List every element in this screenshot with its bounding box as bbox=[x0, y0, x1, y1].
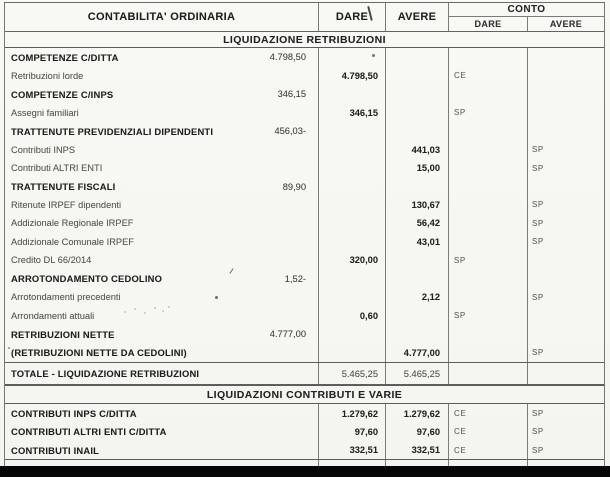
description-cell bbox=[5, 251, 319, 269]
row-label: CONTRIBUTI INAIL bbox=[11, 444, 100, 456]
description-cell bbox=[5, 363, 319, 385]
conto-avere-cell bbox=[528, 48, 604, 66]
dare-cell bbox=[319, 344, 386, 362]
conto-avere-code: SP bbox=[532, 348, 544, 358]
conto-avere-cell bbox=[528, 233, 604, 251]
row-label: TRATTENUTE FISCALI bbox=[11, 181, 116, 193]
avere-cell bbox=[386, 159, 449, 177]
conto-avere-cell bbox=[528, 122, 604, 140]
dare-cell bbox=[319, 159, 386, 177]
description-amount: 4.777,00 bbox=[269, 329, 306, 340]
dare-cell bbox=[319, 85, 386, 103]
table-row bbox=[5, 325, 604, 343]
conto-dare-cell bbox=[449, 177, 528, 195]
conto-dare-code: SP bbox=[454, 108, 466, 118]
conto-avere-cell bbox=[528, 344, 604, 362]
dare-cell bbox=[319, 251, 386, 269]
row-label: Addizionale Comunale IRPEF bbox=[11, 236, 134, 247]
conto-dare-cell bbox=[449, 159, 528, 177]
dare-cell bbox=[319, 325, 386, 343]
conto-dare-cell bbox=[449, 251, 528, 269]
description-cell bbox=[5, 159, 319, 177]
description-amount: 4.798,50 bbox=[269, 52, 306, 63]
conto-avere-cell bbox=[528, 85, 604, 103]
avere-amount: 130,67 bbox=[411, 199, 440, 210]
table-row bbox=[5, 66, 604, 84]
description-cell bbox=[5, 233, 319, 251]
row-label: RETRIBUZIONI NETTE bbox=[11, 328, 115, 340]
description-cell bbox=[5, 177, 319, 195]
scan-artifact-dot bbox=[8, 347, 10, 349]
dare-amount: 332,51 bbox=[349, 445, 378, 456]
table-row bbox=[5, 140, 604, 158]
table-row bbox=[5, 85, 604, 103]
conto-dare-cell bbox=[449, 325, 528, 343]
total-row bbox=[5, 362, 604, 386]
row-label: Contributi INPS bbox=[11, 144, 76, 155]
dare-amount: 97,60 bbox=[354, 426, 378, 437]
row-label: Assegni familiari bbox=[11, 107, 79, 118]
row-label: CONTRIBUTI INPS C/DITTA bbox=[11, 408, 137, 420]
conto-avere-cell bbox=[528, 140, 604, 158]
avere-amount: 441,03 bbox=[411, 144, 440, 155]
section-title: LIQUIDAZIONE RETRIBUZIONI bbox=[5, 32, 604, 48]
conto-avere-cell bbox=[528, 441, 604, 459]
table-row bbox=[5, 214, 604, 232]
column-subheader-conto-dare: DARE bbox=[449, 17, 528, 31]
dare-cell bbox=[319, 103, 386, 121]
avere-cell bbox=[386, 423, 449, 441]
row-label: Contributi ALTRI ENTI bbox=[11, 163, 103, 174]
dare-cell bbox=[319, 196, 386, 214]
conto-dare-cell bbox=[449, 103, 528, 121]
dare-cell bbox=[319, 307, 386, 325]
table-row bbox=[5, 103, 604, 121]
scan-artifact-speck bbox=[372, 54, 375, 57]
conto-dare-cell bbox=[449, 270, 528, 288]
table-row bbox=[5, 196, 604, 214]
redaction-bar bbox=[0, 466, 610, 477]
description-cell bbox=[5, 325, 319, 343]
row-label: TOTALE - LIQUIDAZIONE RETRIBUZIONI bbox=[11, 368, 200, 380]
conto-avere-code: SP bbox=[532, 163, 544, 173]
avere-cell bbox=[386, 233, 449, 251]
dare-amount: 5.465,25 bbox=[341, 368, 378, 379]
row-label: Arrondamenti attuali bbox=[11, 310, 95, 321]
row-label: Ritenute IRPEF dipendenti bbox=[11, 199, 122, 210]
description-cell bbox=[5, 103, 319, 121]
row-label: COMPETENZE C/INPS bbox=[11, 88, 114, 100]
dare-amount: 4.798,50 bbox=[341, 70, 378, 81]
avere-cell bbox=[386, 363, 449, 385]
conto-avere-code: SP bbox=[532, 218, 544, 228]
dare-cell bbox=[319, 233, 386, 251]
description-cell bbox=[5, 66, 319, 84]
description-cell bbox=[5, 196, 319, 214]
conto-avere-cell bbox=[528, 404, 604, 422]
scan-artifact-dot bbox=[215, 296, 218, 299]
avere-amount: 332,51 bbox=[411, 445, 440, 456]
row-label: Arrotondamenti precedenti bbox=[11, 292, 121, 303]
avere-cell bbox=[386, 325, 449, 343]
column-header-avere: AVERE bbox=[386, 3, 449, 31]
table-row bbox=[5, 404, 604, 422]
table-row bbox=[5, 48, 604, 66]
conto-dare-cell bbox=[449, 344, 528, 362]
avere-cell bbox=[386, 288, 449, 306]
conto-avere-cell bbox=[528, 103, 604, 121]
avere-cell bbox=[386, 307, 449, 325]
column-header-contabilita-ordinaria: CONTABILITA' ORDINARIA bbox=[5, 3, 319, 31]
conto-dare-code: SP bbox=[454, 255, 466, 265]
description-cell bbox=[5, 441, 319, 459]
avere-cell bbox=[386, 103, 449, 121]
conto-dare-code: CE bbox=[454, 445, 467, 455]
table-header bbox=[5, 3, 604, 32]
dare-cell bbox=[319, 177, 386, 195]
conto-dare-cell bbox=[449, 423, 528, 441]
conto-avere-cell bbox=[528, 214, 604, 232]
description-cell bbox=[5, 270, 319, 288]
description-cell bbox=[5, 122, 319, 140]
table-row bbox=[5, 233, 604, 251]
row-label: (RETRIBUZIONI NETTE DA CEDOLINI) bbox=[11, 347, 187, 359]
description-amount: 89,90 bbox=[282, 181, 306, 192]
dare-cell bbox=[319, 48, 386, 66]
column-header-conto: CONTO bbox=[449, 3, 604, 17]
avere-amount: 2,12 bbox=[421, 292, 440, 303]
dare-cell bbox=[319, 423, 386, 441]
dare-cell bbox=[319, 66, 386, 84]
conto-avere-cell bbox=[528, 423, 604, 441]
conto-avere-code: SP bbox=[532, 237, 544, 247]
avere-amount: 1.279,62 bbox=[403, 408, 440, 419]
description-cell bbox=[5, 344, 319, 362]
description-cell bbox=[5, 214, 319, 232]
table-row bbox=[5, 159, 604, 177]
dare-cell bbox=[319, 140, 386, 158]
description-amount: 456,03- bbox=[274, 126, 306, 137]
accounting-table bbox=[4, 2, 605, 477]
avere-cell bbox=[386, 66, 449, 84]
avere-amount: 15,00 bbox=[416, 163, 440, 174]
avere-amount: 4.777,00 bbox=[403, 347, 440, 358]
table-row bbox=[5, 270, 604, 288]
dare-cell bbox=[319, 363, 386, 385]
section-title: LIQUIDAZIONI CONTRIBUTI E VARIE bbox=[5, 385, 604, 404]
description-cell bbox=[5, 140, 319, 158]
description-cell bbox=[5, 423, 319, 441]
conto-avere-cell bbox=[528, 177, 604, 195]
table-row bbox=[5, 423, 604, 441]
table-row bbox=[5, 251, 604, 269]
dare-cell bbox=[319, 441, 386, 459]
table-row bbox=[5, 344, 604, 362]
conto-dare-code: SP bbox=[454, 311, 466, 321]
description-cell bbox=[5, 48, 319, 66]
conto-dare-cell bbox=[449, 404, 528, 422]
conto-avere-code: SP bbox=[532, 145, 544, 155]
conto-dare-cell bbox=[449, 363, 528, 385]
dare-amount: 0,60 bbox=[359, 310, 378, 321]
conto-avere-cell bbox=[528, 270, 604, 288]
conto-avere-code: SP bbox=[532, 200, 544, 210]
dare-cell bbox=[319, 122, 386, 140]
conto-avere-code: SP bbox=[532, 427, 544, 437]
dare-amount: 346,15 bbox=[349, 107, 378, 118]
avere-cell bbox=[386, 122, 449, 140]
conto-dare-cell bbox=[449, 140, 528, 158]
conto-dare-cell bbox=[449, 441, 528, 459]
conto-dare-code: CE bbox=[454, 427, 467, 437]
conto-avere-cell bbox=[528, 325, 604, 343]
description-cell bbox=[5, 288, 319, 306]
avere-cell bbox=[386, 214, 449, 232]
conto-dare-cell bbox=[449, 214, 528, 232]
dare-cell bbox=[319, 270, 386, 288]
dare-amount: 1.279,62 bbox=[341, 408, 378, 419]
table-row bbox=[5, 307, 604, 325]
conto-dare-cell bbox=[449, 66, 528, 84]
conto-avere-code: SP bbox=[532, 409, 544, 419]
conto-dare-cell bbox=[449, 196, 528, 214]
avere-cell bbox=[386, 251, 449, 269]
column-subheader-conto-avere: AVERE bbox=[549, 19, 583, 29]
avere-amount: 56,42 bbox=[416, 218, 440, 229]
scan-artifact-smudge bbox=[122, 305, 172, 317]
avere-cell bbox=[386, 404, 449, 422]
avere-cell bbox=[386, 140, 449, 158]
conto-avere-cell bbox=[528, 66, 604, 84]
row-label: TRATTENUTE PREVIDENZIALI DIPENDENTI bbox=[11, 125, 214, 137]
avere-cell bbox=[386, 441, 449, 459]
conto-dare-cell bbox=[449, 233, 528, 251]
avere-cell bbox=[386, 85, 449, 103]
table-body bbox=[5, 32, 604, 477]
avere-cell bbox=[386, 344, 449, 362]
avere-cell bbox=[386, 48, 449, 66]
conto-dare-code: CE bbox=[454, 409, 467, 419]
conto-avere-cell bbox=[528, 159, 604, 177]
conto-dare-cell bbox=[449, 307, 528, 325]
conto-avere-code: SP bbox=[532, 445, 544, 455]
row-label: Credito DL 66/2014 bbox=[11, 255, 92, 266]
avere-cell bbox=[386, 196, 449, 214]
avere-amount: 5.465,25 bbox=[403, 368, 440, 379]
conto-dare-code: CE bbox=[454, 71, 467, 81]
conto-avere-code: SP bbox=[532, 292, 544, 302]
conto-dare-cell bbox=[449, 85, 528, 103]
dare-amount: 320,00 bbox=[349, 255, 378, 266]
row-label: ARROTONDAMENTO CEDOLINO bbox=[11, 273, 163, 285]
row-label: Addizionale Regionale IRPEF bbox=[11, 218, 134, 229]
dare-cell bbox=[319, 404, 386, 422]
conto-dare-cell bbox=[449, 122, 528, 140]
dare-cell bbox=[319, 214, 386, 232]
table-row bbox=[5, 288, 604, 306]
row-label: COMPETENZE C/DITTA bbox=[11, 51, 119, 63]
conto-avere-cell bbox=[528, 307, 604, 325]
row-label: Retribuzioni lorde bbox=[11, 70, 84, 81]
table-row bbox=[5, 122, 604, 140]
column-header-conto-group bbox=[449, 3, 604, 31]
column-header-dare: DARE bbox=[319, 3, 386, 31]
table-row bbox=[5, 441, 604, 459]
avere-amount: 43,01 bbox=[416, 236, 440, 247]
description-cell bbox=[5, 404, 319, 422]
conto-dare-cell bbox=[449, 48, 528, 66]
conto-avere-cell bbox=[528, 288, 604, 306]
description-amount: 346,15 bbox=[277, 89, 306, 100]
conto-dare-cell bbox=[449, 288, 528, 306]
avere-cell bbox=[386, 270, 449, 288]
description-amount: 1,52- bbox=[284, 273, 306, 284]
row-label: CONTRIBUTI ALTRI ENTI C/DITTA bbox=[11, 426, 167, 438]
avere-amount: 97,60 bbox=[416, 426, 440, 437]
conto-avere-cell bbox=[528, 196, 604, 214]
conto-avere-cell bbox=[528, 363, 604, 385]
avere-cell bbox=[386, 177, 449, 195]
dare-cell bbox=[319, 288, 386, 306]
conto-avere-cell bbox=[528, 251, 604, 269]
description-cell bbox=[5, 85, 319, 103]
table-row bbox=[5, 177, 604, 195]
